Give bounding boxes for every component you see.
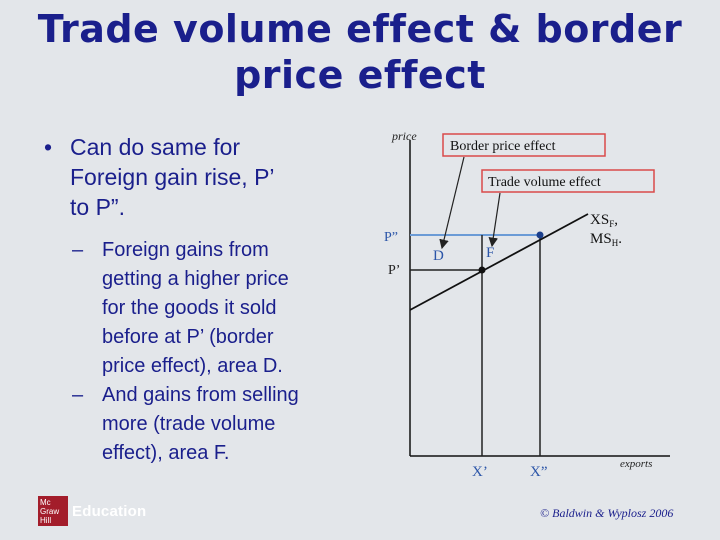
trade-volume-arrow xyxy=(492,193,500,246)
sub-bullet-dash: – xyxy=(72,239,84,261)
equilibrium-point-low xyxy=(479,267,486,274)
main-bullet-line: Foreign gain rise, P’ xyxy=(70,164,275,190)
slide-title xyxy=(0,6,720,98)
bullet-dot: • xyxy=(44,134,53,160)
area-d-label: D xyxy=(433,248,444,264)
p-high-label: P” xyxy=(384,230,398,245)
sub-bullet-line: Foreign gains from xyxy=(102,239,269,261)
main-bullet xyxy=(44,132,344,222)
p-low-label: P’ xyxy=(388,263,401,278)
sub-bullet-line: before at P’ (border xyxy=(102,326,274,348)
sub-bullet-line: for the goods it sold xyxy=(102,297,277,319)
title-line-1: Trade volume effect & border xyxy=(37,7,683,51)
sub-bullet-line: more (trade volume xyxy=(102,413,276,435)
equilibrium-point-high xyxy=(537,232,544,239)
area-f-label: F xyxy=(486,245,495,261)
sub-bullet-line: effect), area F. xyxy=(102,442,230,464)
sub-bullet-border-effect xyxy=(44,236,344,381)
logo-wordmark: Education xyxy=(72,502,147,520)
publisher-logo xyxy=(38,496,146,526)
copyright-notice: © Baldwin & Wyplosz 2006 xyxy=(540,506,674,520)
sub-bullet-volume-effect xyxy=(44,381,344,468)
logo-mark: Mc Graw Hill xyxy=(38,496,68,526)
x-high-label: X” xyxy=(530,464,548,480)
x-low-label: X’ xyxy=(472,464,488,480)
sub-bullet-line: getting a higher price xyxy=(102,268,289,290)
trade-volume-callout-text: Trade volume effect xyxy=(488,175,601,190)
ms-h-label: $MS_H$. xyxy=(590,231,622,248)
title-line-2: price effect xyxy=(234,53,486,97)
sub-bullet-dash: – xyxy=(72,384,84,406)
bullet-list xyxy=(44,132,344,468)
border-price-callout-text: Border price effect xyxy=(450,139,556,154)
exports-axis-label: exports xyxy=(620,458,653,470)
main-bullet-line: to P”. xyxy=(70,194,125,220)
economics-diagram xyxy=(378,124,678,480)
price-axis-label: price xyxy=(392,129,417,143)
main-bullet-line: Can do same for xyxy=(70,134,241,160)
sub-bullet-line: price effect), area D. xyxy=(102,355,283,377)
xs-f-label: $XS_F$, xyxy=(590,212,618,229)
sub-bullet-line: And gains from selling xyxy=(102,384,299,406)
